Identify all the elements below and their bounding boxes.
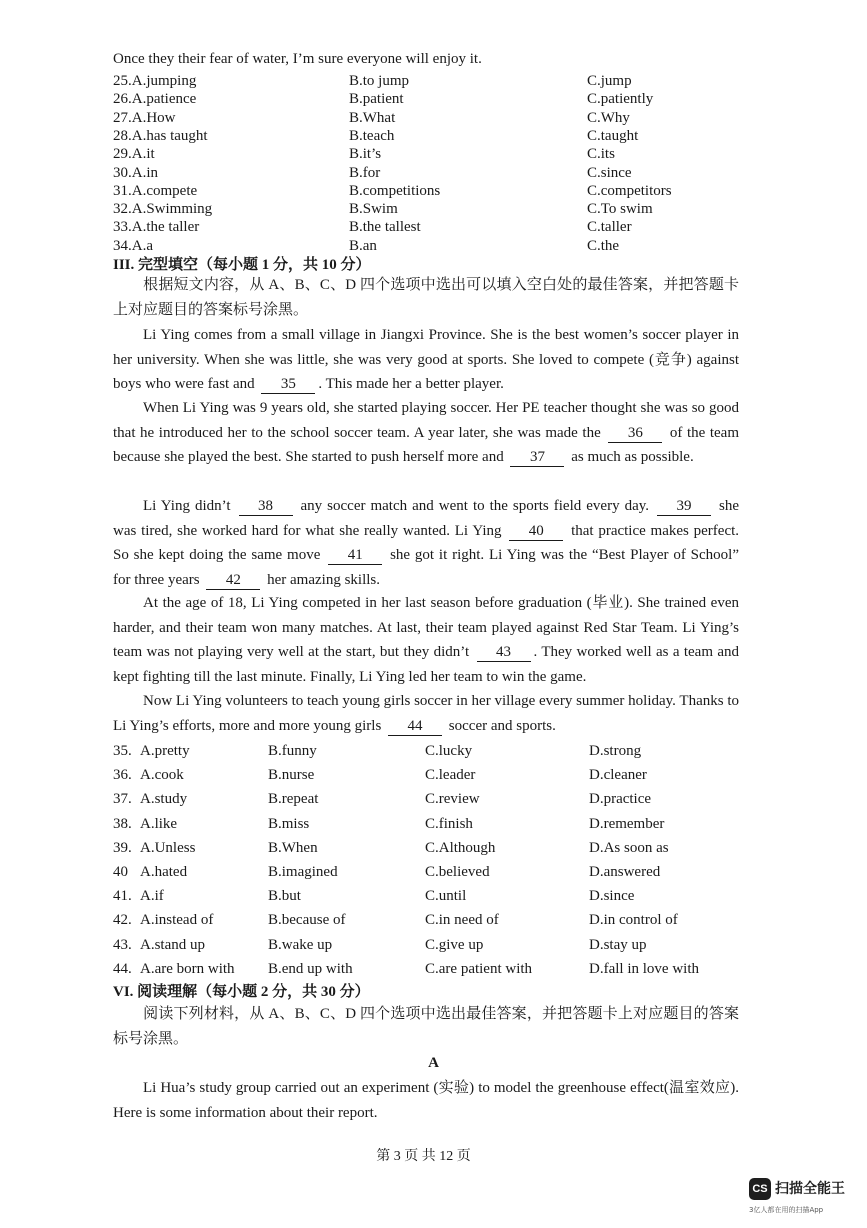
blank-43: 43 <box>477 644 531 662</box>
option-b: B.funny <box>268 743 317 759</box>
blank-36: 36 <box>608 425 662 443</box>
question-number: 43. <box>113 936 132 953</box>
option-a: 28.A.has taught <box>113 127 208 144</box>
blank-41: 41 <box>328 547 382 565</box>
option-d: D.since <box>589 888 635 905</box>
intro-line: Once they their fear of water, I’m sure everyone will enjoy it. <box>113 51 482 67</box>
option-a: 27.A.How <box>113 109 176 126</box>
option-b: B.because of <box>268 912 346 929</box>
reading-a-intro: Li Hua’s study group carried out an experiment (实验) to model the greenhouse effect(温室效应). Here is some information about their report. <box>113 1080 739 1121</box>
option-d: D.strong <box>589 743 642 759</box>
option-c: C.in need of <box>425 912 499 929</box>
option-c: C.jump <box>587 73 632 89</box>
option-c: C.believed <box>425 864 490 880</box>
option-a: A.if <box>140 888 164 905</box>
passage-paragraph-3: Li Ying didn’t 38 any soccer match and went to the sports field every day. 39 she was tired, she worked hard for what she really wanted. Li Ying 40 that practice makes perfect. So she kept doing the same move 41 she got it right. Li Ying was the “Best Player of School” for three years 42 her amazing skills. <box>113 498 740 588</box>
option-a: 33.A.the taller <box>113 219 200 236</box>
option-b: B.competitions <box>349 182 441 199</box>
option-a: A.hated <box>140 864 188 880</box>
option-a: A.Unless <box>140 839 196 856</box>
page-number: 第 3 页 共 12 页 <box>376 1149 471 1164</box>
blank-44: 44 <box>388 718 442 736</box>
option-c: C.until <box>425 888 467 905</box>
option-b: B.teach <box>349 127 395 144</box>
question-number: 41. <box>113 888 132 905</box>
part-a-label: A <box>428 1055 439 1071</box>
option-b: B.wake up <box>268 936 333 953</box>
camscanner-watermark <box>749 1178 849 1218</box>
option-d: D.in control of <box>589 912 678 929</box>
question-number: 39. <box>113 839 132 856</box>
option-a: A.stand up <box>140 936 205 953</box>
option-c: C.give up <box>425 936 484 953</box>
option-b: B.the tallest <box>349 219 421 236</box>
option-c: C.its <box>587 146 615 163</box>
option-d: D.stay up <box>589 936 647 953</box>
option-b: B.When <box>268 839 318 856</box>
passage-paragraph-4: At the age of 18, Li Ying competed in her last season before graduation (毕业). She trained even harder, and their team won many matches. At last, their team played against Red Star Team. Li Ying’s team was not playing very well at the start, but they didn’t 43 . They worked well as a team and kept fighting till the last minute. Finally, Li Ying led her team to win the game. <box>113 595 739 685</box>
option-a: 29.A.it <box>113 146 155 163</box>
option-a: A.like <box>140 815 178 832</box>
option-c: C.finish <box>425 815 473 832</box>
option-b: B.but <box>268 888 301 905</box>
option-c: C.lucky <box>425 743 473 759</box>
option-c: C.Why <box>587 109 630 126</box>
option-d: D.cleaner <box>589 767 647 784</box>
passage-paragraph-1: Li Ying comes from a small village in Jiangxi Province. She is the best women’s soccer player in her university. When she was little, she was very good at sports. She loved to compete (竞争) against boys who were fast and 35 . This made her a better player. <box>113 327 739 392</box>
question-number: 36. <box>113 767 132 784</box>
option-a: A.pretty <box>140 743 190 759</box>
blank-42: 42 <box>206 572 260 590</box>
question-number: 42. <box>113 912 132 929</box>
camscanner-logo-icon: CS <box>749 1178 771 1200</box>
option-b: B.nurse <box>268 767 315 784</box>
option-d: D.answered <box>589 864 661 880</box>
option-c: C.since <box>587 164 632 181</box>
option-b: B.patient <box>349 91 404 108</box>
question-number: 40 <box>113 864 128 880</box>
option-a: A.are born with <box>140 960 235 977</box>
option-b: B.to jump <box>349 73 410 89</box>
instruction-text: 根据短文内容，从 A、B、C、D 四个选项中选出可以填入空白处的最佳答案，并把答题卡上对应题目的答案标号涂黑。 <box>113 277 739 318</box>
option-d: D.practice <box>589 791 652 808</box>
option-c: C.patiently <box>587 91 654 108</box>
option-c: C.taller <box>587 219 632 236</box>
question-number: 37. <box>113 791 132 808</box>
passage-paragraph-2: When Li Ying was 9 years old, she started playing soccer. Her PE teacher thought she was so good that he introduced her to the school soccer team. A year later, she was made the 36 of the team because she played the best. She started to push herself more and 37 as much as possible. <box>113 400 740 465</box>
section-6-instruction: 阅读下列材料，从 A、B、C、D 四个选项中选出最佳答案，并把答题卡上对应题目的答案标号涂黑。 <box>113 1006 739 1047</box>
option-c: C.leader <box>425 767 476 784</box>
blank-35: 35 <box>261 376 315 394</box>
option-b: B.repeat <box>268 791 319 808</box>
option-b: B.imagined <box>268 864 338 880</box>
option-b: B.Swim <box>349 201 398 218</box>
option-c: C.review <box>425 791 480 808</box>
option-a: A.instead of <box>140 912 214 929</box>
option-d: D.As soon as <box>589 839 669 856</box>
section-3-instruction <box>113 273 739 322</box>
option-d: D.fall in love with <box>589 960 699 977</box>
option-a: A.study <box>140 791 188 808</box>
question-number: 38. <box>113 815 132 832</box>
option-c: C.taught <box>587 127 639 144</box>
option-b: B.end up with <box>268 960 353 977</box>
question-number: 44. <box>113 960 132 977</box>
camscanner-tagline: 3亿人都在用的扫描App <box>749 1206 824 1214</box>
camscanner-name: 扫描全能王 <box>775 1181 845 1197</box>
option-a: 30.A.in <box>113 164 158 181</box>
option-a: A.cook <box>140 767 184 784</box>
option-b: B.What <box>349 109 396 126</box>
option-d: D.remember <box>589 815 665 832</box>
option-c: C.are patient with <box>425 960 533 977</box>
option-a: 34.A.a <box>113 237 153 254</box>
blank-40: 40 <box>509 523 563 541</box>
option-b: B.an <box>349 237 377 254</box>
option-c: C.the <box>587 237 620 254</box>
option-a: 32.A.Swimming <box>113 201 213 218</box>
option-b: B.miss <box>268 815 310 832</box>
option-c: C.To swim <box>587 201 653 218</box>
option-c: C.Although <box>425 839 496 856</box>
blank-39: 39 <box>657 498 711 516</box>
option-c: C.competitors <box>587 182 672 199</box>
option-b: B.for <box>349 164 381 181</box>
section-6-heading: VI. 阅读理解（每小题 2 分，共 30 分） <box>113 984 370 1000</box>
option-a: 25.A.jumping <box>113 73 197 89</box>
option-b: B.it’s <box>349 146 382 163</box>
option-a: 31.A.compete <box>113 182 198 199</box>
section-3-heading: III. 完型填空（每小题 1 分，共 10 分） <box>113 257 371 273</box>
option-a: 26.A.patience <box>113 91 197 108</box>
blank-38: 38 <box>239 498 293 516</box>
passage-paragraph-5: Now Li Ying volunteers to teach young girls soccer in her village every summer holiday. Thanks to Li Ying’s efforts, more and more young girls 44 soccer and sports. <box>113 693 739 734</box>
blank-37: 37 <box>510 449 564 467</box>
question-number: 35. <box>113 743 132 759</box>
